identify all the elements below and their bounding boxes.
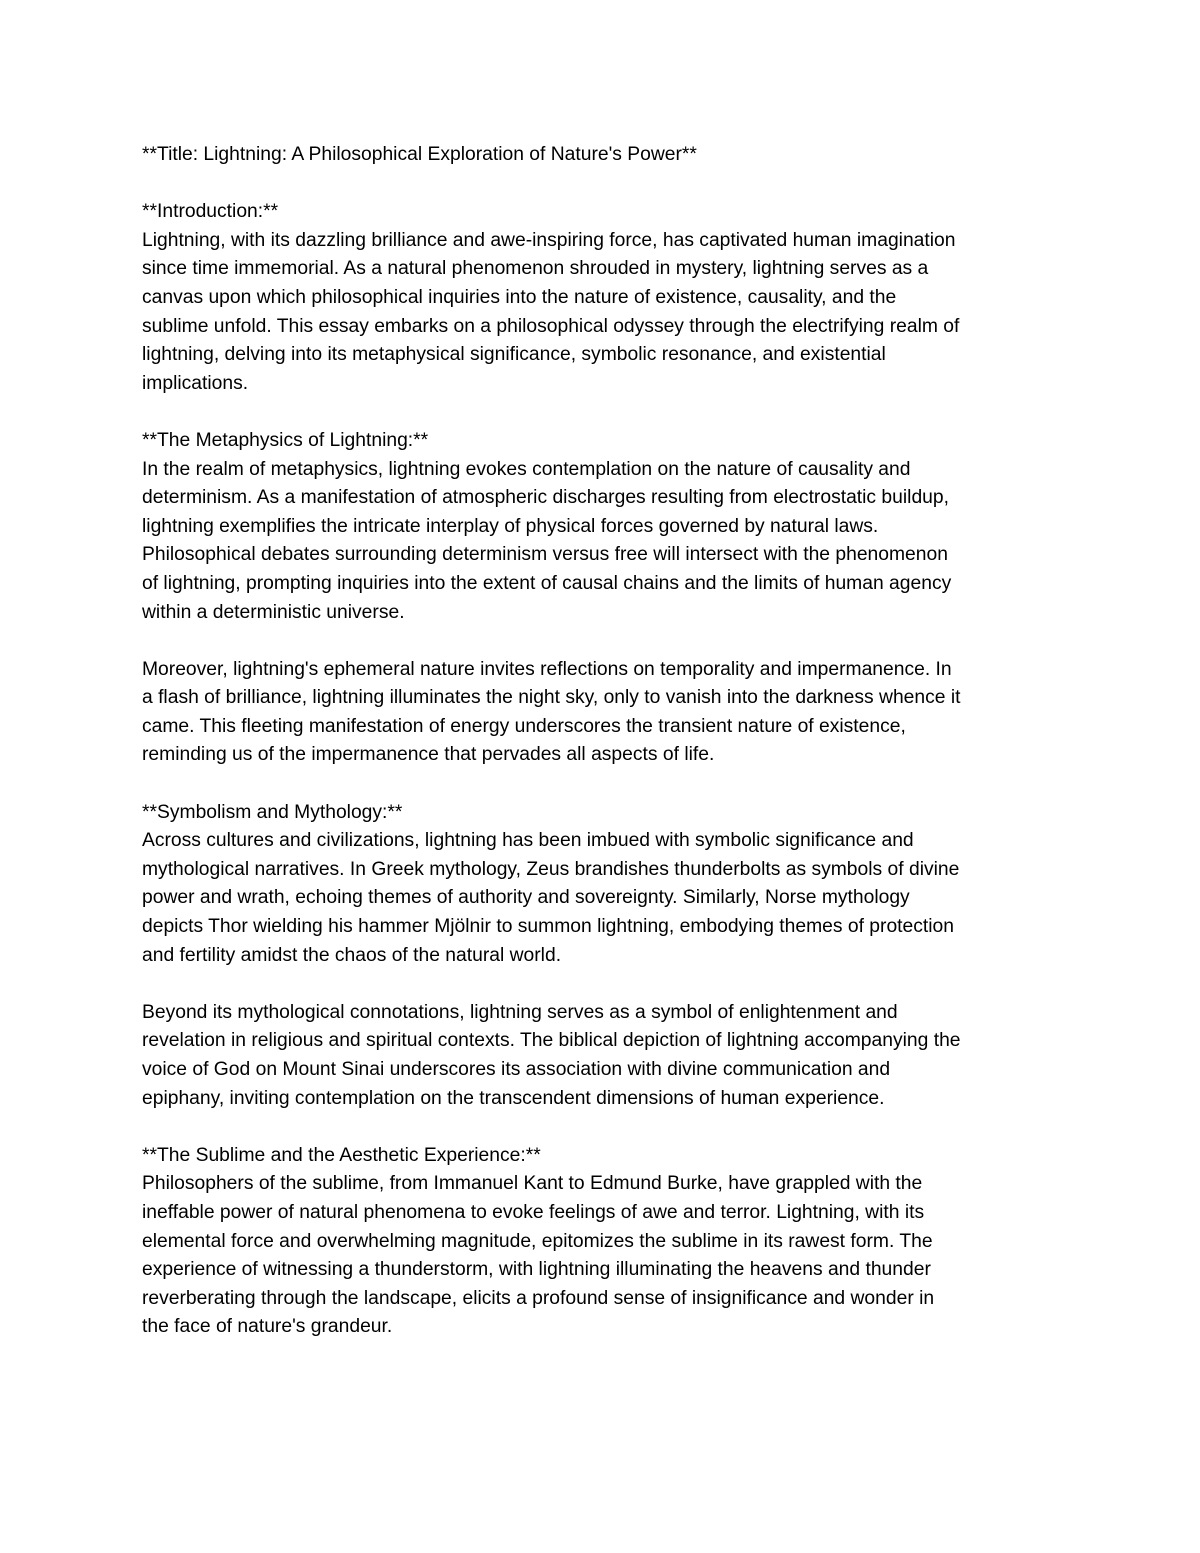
paragraph: Across cultures and civilizations, lightning has been imbued with symbolic significance and mythological narratives. In Greek mythology, Zeus brandishes thunderbolts as symbols of divine power and wrath, echoing themes of authority and sovereignty. Similarly, Norse mythology depicts Thor wielding his hammer Mjölnir to summon lightning, embodying themes of protection and fertility amidst the chaos of the natural world.	[142, 830, 960, 966]
section-sublime	[142, 1142, 1067, 1342]
section-metaphysics	[142, 427, 1067, 627]
section-symbolism	[142, 799, 1067, 971]
section-introduction	[142, 198, 1067, 398]
paragraph: Lightning, with its dazzling brilliance and awe-inspiring force, has captivated human imagination since time immemorial. As a natural phenomenon shrouded in mystery, lightning serves as a canvas upon which philosophical inquiries into the nature of existence, causality, and the sublime unfold. This essay embarks on a philosophical odyssey through the electrifying realm of lightning, delving into its metaphysical significance, symbolic resonance, and existential implications.	[142, 229, 960, 394]
paragraph: Moreover, lightning's ephemeral nature invites reflections on temporality and impermanence. In a flash of brilliance, lightning illuminates the night sky, only to vanish into the darkness whence it came. This fleeting manifestation of energy underscores the transient nature of existence, reminding us of the impermanence that pervades all aspects of life.	[142, 658, 961, 766]
document-page	[142, 141, 1067, 1371]
paragraph: In the realm of metaphysics, lightning evokes contemplation on the nature of causality and determinism. As a manifestation of atmospheric discharges resulting from electrostatic buildup, lightning exemplifies the intricate interplay of physical forces governed by natural laws. Philosophical debates surrounding determinism versus free will intersect with the phenomenon of lightning, prompting inquiries into the extent of causal chains and the limits of human agency within a deterministic universe.	[142, 458, 952, 623]
paragraph: Beyond its mythological connotations, lightning serves as a symbol of enlightenment and revelation in religious and spiritual contexts. The biblical depiction of lightning accompanying the voice of God on Mount Sinai underscores its association with divine communication and epiphany, inviting contemplation on the transcendent dimensions of human experience.	[142, 1001, 961, 1109]
section-heading: **The Metaphysics of Lightning:**	[142, 429, 429, 451]
paragraph: Philosophers of the sublime, from Immanuel Kant to Edmund Burke, have grappled with the ineffable power of natural phenomena to evoke feelings of awe and terror. Lightning, with its elemental force and overwhelming magnitude, epitomizes the sublime in its rawest form. The experience of witnessing a thunderstorm, with lightning illuminating the heavens and thunder reverberating through the landscape, elicits a profound sense of insignificance and wonder in the face of nature's grandeur.	[142, 1173, 935, 1338]
section-heading: **Symbolism and Mythology:**	[142, 801, 403, 823]
section-heading: **The Sublime and the Aesthetic Experience:**	[142, 1144, 541, 1166]
document-title: **Title: Lightning: A Philosophical Exploration of Nature's Power**	[142, 144, 697, 165]
paragraph-block	[142, 656, 1067, 770]
paragraph-block	[142, 999, 1067, 1113]
section-heading: **Introduction:**	[142, 201, 279, 223]
